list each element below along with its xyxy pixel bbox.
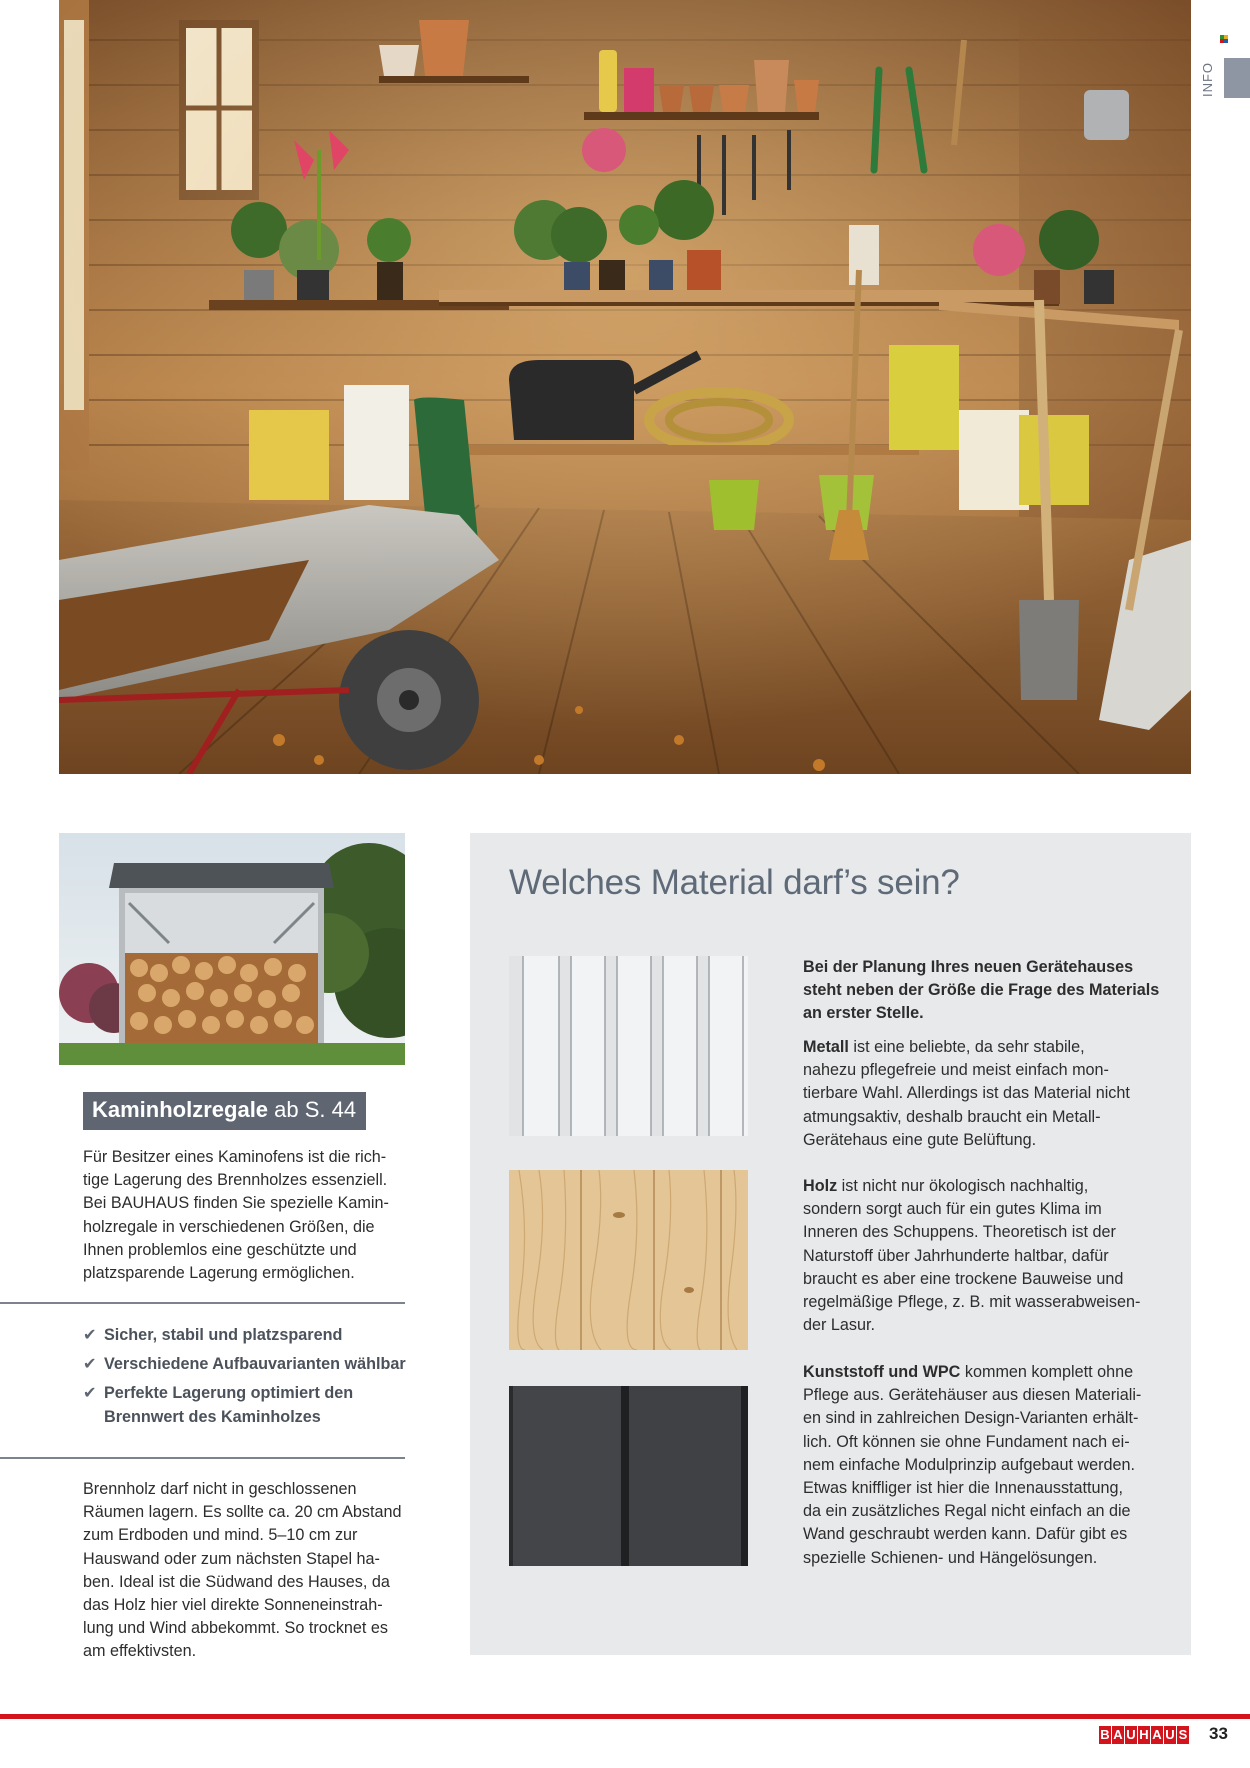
text-line: sondern sorgt auch für ein gutes Klima im (803, 1200, 1102, 1219)
firewood-rack-heading (83, 1092, 366, 1130)
text-line: regelmäßige Pflege, z. B. mit wasserabweisen- (803, 1293, 1141, 1312)
metal-panel-illustration (509, 956, 748, 1136)
text-line: lich. Oft können sie ohne Fundament nach ei- (803, 1432, 1130, 1451)
bauhaus-logo (1099, 1726, 1189, 1744)
section-tab-bar (1224, 58, 1250, 98)
text-line: tige Lagerung des Brennholzes essenziell. (83, 1171, 388, 1190)
wood-material-swatch (509, 1170, 748, 1350)
firewood-rack-illustration (59, 833, 405, 1065)
checkmark-icon: ✔ (83, 1384, 97, 1403)
text-line: Bei der Planung Ihres neuen Gerätehauses (803, 958, 1134, 976)
text-line: da ein zusätzliches Regal nicht einfach an die (803, 1502, 1131, 1521)
firewood-rack-photo (59, 833, 405, 1065)
text-line: nem einfache Modulprinzip aufgebaut werden. (803, 1455, 1136, 1474)
text-line: Naturstoff über Jahrhunderte haltbar, dafür (803, 1246, 1109, 1265)
text-line: Etwas kniffliger ist hier die Innenausstattung, (803, 1479, 1124, 1498)
checklist-item (83, 1353, 413, 1376)
text-line: Inneren des Schuppens. Theoretisch ist der (803, 1223, 1116, 1242)
wood-panel-illustration (509, 1170, 748, 1350)
text-line: der Lasur. (803, 1316, 875, 1335)
metal-term: Metall (803, 1038, 849, 1056)
text-line: Für Besitzer eines Kaminofens ist die rich- (83, 1148, 387, 1166)
text-line: tierbare Wahl. Allerdings ist das Material nicht (803, 1084, 1130, 1103)
text-line: Gerätehaus eine gute Belüftung. (803, 1130, 1037, 1149)
checklist-item (83, 1324, 413, 1347)
logo-letter: H (1139, 1727, 1149, 1742)
divider-line (0, 1457, 405, 1459)
text-line: Räumen lagern. Es sollte ca. 20 cm Abstand (83, 1503, 402, 1522)
text-line: ben. Ideal ist die Südwand des Hauses, da (83, 1572, 390, 1591)
logo-letter: B (1100, 1727, 1110, 1742)
text-line (803, 1175, 1168, 1198)
metal-material-swatch (509, 956, 748, 1136)
wood-term: Holz (803, 1177, 838, 1195)
text-line (803, 1361, 1168, 1384)
checklist-text: Perfekte Lagerung optimiert den Brennwert des Kaminholzes (104, 1384, 354, 1426)
text-line: am effektivsten. (83, 1642, 197, 1661)
logo-letter: U (1126, 1727, 1136, 1742)
checklist-text: Verschiedene Aufbauvarianten wählbar (104, 1355, 406, 1374)
logo-letter: A (1113, 1727, 1123, 1742)
text-line: platzsparende Lagerung ermöglichen. (83, 1264, 355, 1283)
checklist-item (83, 1382, 358, 1428)
text-line: steht neben der Größe die Frage des Materials (803, 981, 1160, 1000)
text-line: holzregale in verschiedenen Größen, die (83, 1217, 375, 1236)
logo-letter: A (1152, 1727, 1162, 1742)
text-fragment: ist nicht nur ökologisch nachhaltig, (837, 1177, 1089, 1195)
text-fragment: ist eine beliebte, da sehr stabile, (848, 1038, 1085, 1056)
firewood-intro-paragraph (83, 1146, 403, 1285)
wpc-panel-illustration (509, 1386, 748, 1566)
logo-letter: S (1178, 1727, 1188, 1742)
wpc-material-swatch (509, 1386, 748, 1566)
feature-checklist (83, 1324, 413, 1435)
text-line: an erster Stelle. (803, 1004, 924, 1023)
heading-bold-text: Kaminholzregale (92, 1097, 269, 1122)
text-line: Pflege aus. Gerätehäuser aus diesen Materiali- (803, 1386, 1142, 1405)
info-box-title: Welches Material darf’s sein? (509, 863, 960, 902)
metal-paragraph (803, 1036, 1168, 1152)
text-line: Hauswand oder zum nächsten Stapel ha- (83, 1549, 380, 1568)
text-line: braucht es aber eine trockene Bauweise und (803, 1269, 1124, 1288)
footer-red-rule (0, 1714, 1250, 1719)
text-line: en sind in zahlreichen Design-Varianten erhält- (803, 1409, 1139, 1428)
section-tab-label: INFO (1200, 61, 1216, 98)
hero-photo-garden-shed-interior (59, 0, 1191, 774)
shed-interior-illustration (59, 0, 1191, 774)
text-line: Wand geschraubt werden kann. Dafür gibt es (803, 1525, 1128, 1544)
text-line: Brennholz darf nicht in geschlossenen (83, 1480, 357, 1498)
divider-line (0, 1302, 405, 1304)
section-tab-info (1196, 58, 1220, 98)
text-line: das Holz hier viel direkte Sonneneinstrah- (83, 1596, 383, 1615)
material-info-box (470, 833, 1191, 1655)
checkmark-icon: ✔ (83, 1355, 97, 1374)
material-intro-paragraph (803, 956, 1168, 1026)
text-line: Ihnen problemlos eine geschützte und (83, 1240, 357, 1259)
text-line: spezielle Schienen- und Hängelösungen. (803, 1548, 1098, 1567)
wood-paragraph (803, 1175, 1168, 1337)
firewood-storage-tip-paragraph (83, 1478, 403, 1664)
plastic-term: Kunststoff und WPC (803, 1363, 961, 1381)
text-line: atmungsaktiv, deshalb braucht ein Metall- (803, 1107, 1101, 1126)
plastic-wpc-paragraph (803, 1361, 1168, 1570)
text-fragment: kommen komplett ohne (960, 1363, 1134, 1381)
text-line: lung und Wind abbekommt. So trocknet es (83, 1619, 389, 1638)
checkmark-icon: ✔ (83, 1326, 97, 1344)
heading-page-reference: ab S. 44 (268, 1097, 357, 1122)
logo-letter: U (1165, 1727, 1175, 1742)
text-line (803, 1036, 1168, 1059)
page-number: 33 (1209, 1724, 1228, 1743)
text-line: nahezu pflegefreie und meist einfach mon- (803, 1061, 1109, 1080)
text-line: Bei BAUHAUS finden Sie spezielle Kamin- (83, 1194, 389, 1213)
text-line: zum Erdboden und mind. 5–10 cm zur (83, 1526, 358, 1545)
color-dots-icon (1220, 35, 1230, 45)
checklist-text: Sicher, stabil und platzsparend (104, 1326, 343, 1344)
